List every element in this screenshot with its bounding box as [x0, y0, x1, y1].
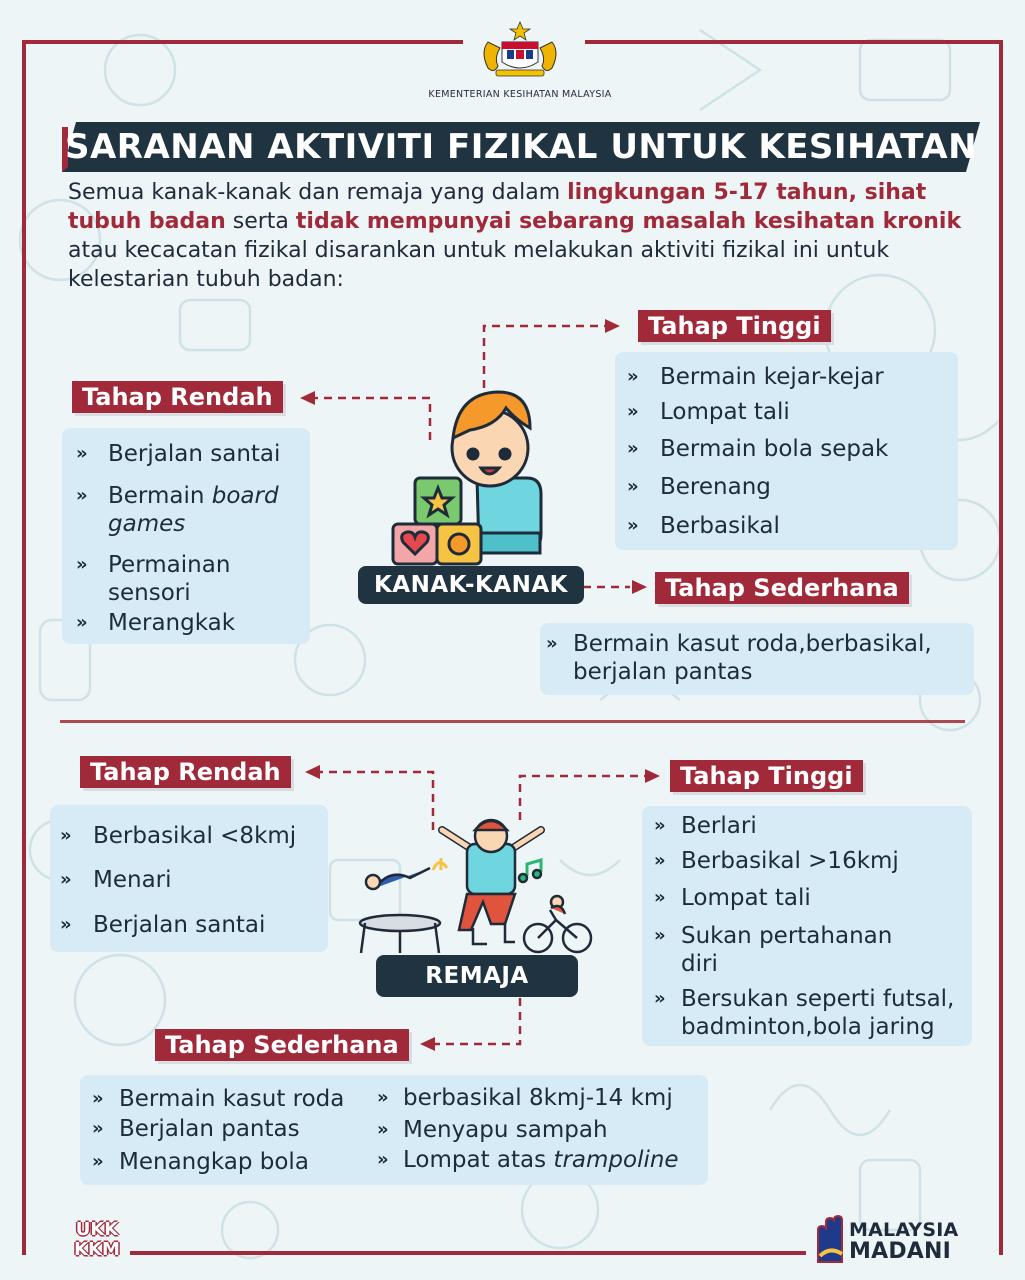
intro-highlight: lingkungan 5-17 tahun: [567, 180, 849, 205]
chevron-icon: »: [92, 1151, 100, 1172]
remaja-tinggi-title: Tahap Tinggi: [670, 760, 863, 792]
madani-text: MALAYSIA: [849, 1219, 959, 1241]
remaja-rendah-title: Tahap Rendah: [80, 756, 291, 788]
child-playing-blocks-illustration: [385, 378, 555, 568]
intro-text: Semua kanak-kanak dan remaja yang dalam: [68, 180, 568, 205]
chevron-icon: »: [76, 612, 84, 633]
kanak-sederhana-title: Tahap Sederhana: [655, 572, 909, 604]
list-item: » Bermain kejar-kejar: [627, 364, 884, 390]
intro-highlight: sihat tubuh badan: [68, 180, 927, 234]
list-item: » Merangkak: [76, 610, 236, 636]
chevron-icon: »: [627, 366, 635, 387]
chevron-icon: »: [92, 1118, 100, 1139]
list-item: » Berenang: [627, 474, 771, 500]
madani-text: MADANI: [849, 1239, 952, 1264]
list-item: » Menangkap bola: [92, 1149, 309, 1175]
list-item: » Menari: [60, 867, 172, 893]
chevron-icon: »: [654, 850, 662, 871]
kanak-tinggi-title: Tahap Tinggi: [638, 310, 831, 342]
list-item: » Berjalan santai: [76, 441, 281, 467]
list-item: » Bermain kasut roda: [92, 1086, 345, 1112]
chevron-icon: »: [654, 988, 662, 1009]
intro-text: ,: [848, 180, 865, 205]
kanak-rendah-title: Tahap Rendah: [72, 381, 283, 413]
chevron-icon: »: [627, 401, 635, 422]
chevron-icon: »: [60, 869, 68, 890]
chevron-icon: »: [377, 1149, 385, 1170]
list-item: » Bermain board games: [76, 483, 279, 537]
list-item: » Berjalan santai: [60, 912, 266, 938]
ministry-name: KEMENTERIAN KESIHATAN MALAYSIA: [428, 89, 612, 100]
chevron-icon: »: [627, 438, 635, 459]
intro-text: serta: [225, 209, 296, 234]
list-item: » Bermain bola sepak: [627, 436, 889, 462]
list-item: » Berbasikal: [627, 513, 780, 539]
chevron-icon: »: [60, 914, 68, 935]
list-item: » Berbasikal >16kmj: [654, 848, 899, 874]
list-item: » Berlari: [654, 813, 757, 839]
malaysia-madani-hand-icon: [812, 1212, 848, 1270]
list-item: » Lompat tali: [654, 885, 811, 911]
chevron-icon: »: [654, 925, 662, 946]
list-item: » Berjalan pantas: [92, 1116, 300, 1142]
chevron-icon: »: [76, 485, 84, 506]
list-item: » Sukan pertahanan diri: [654, 923, 893, 977]
chevron-icon: »: [92, 1088, 100, 1109]
remaja-label: REMAJA: [376, 955, 578, 997]
list-item: » Bermain kasut roda,berbasikal, berjalan pantas: [546, 631, 932, 685]
remaja-sederhana-title: Tahap Sederhana: [155, 1029, 409, 1061]
intro-highlight: tidak mempunyai sebarang masalah kesihatan kronik: [295, 209, 962, 234]
list-item: » Berbasikal <8kmj: [60, 823, 297, 849]
intro-text: atau kecacatan fizikal disarankan untuk melakukan aktiviti fizikal ini untuk kelestarian tubuh badan:: [68, 238, 890, 292]
chevron-icon: »: [377, 1087, 385, 1108]
teen-activities-illustration: [355, 818, 595, 963]
frame-line: [130, 1251, 806, 1255]
list-item: » Permainan sensori: [76, 552, 231, 606]
chevron-icon: »: [60, 825, 68, 846]
chevron-icon: »: [627, 476, 635, 497]
list-item: » Bersukan seperti futsal, badminton,bola jaring: [654, 986, 955, 1040]
list-item: » Lompat tali: [627, 399, 790, 425]
list-item: » Menyapu sampah: [377, 1117, 608, 1143]
chevron-icon: »: [546, 633, 554, 654]
chevron-icon: »: [654, 815, 662, 836]
chevron-icon: »: [76, 554, 84, 575]
list-item: » Lompat atas trampoline: [377, 1147, 679, 1173]
kanak-kanak-label: KANAK-KANAK: [358, 566, 584, 604]
page-title: SARANAN AKTIVITI FIZIKAL UNTUK KESIHATAN: [64, 127, 978, 167]
list-item: » berbasikal 8kmj-14 kmj: [377, 1085, 673, 1111]
chevron-icon: »: [76, 443, 84, 464]
chevron-icon: »: [654, 887, 662, 908]
ukk-kkm-logo: UKK KKM: [74, 1219, 120, 1260]
chevron-icon: »: [627, 515, 635, 536]
chevron-icon: »: [377, 1119, 385, 1140]
